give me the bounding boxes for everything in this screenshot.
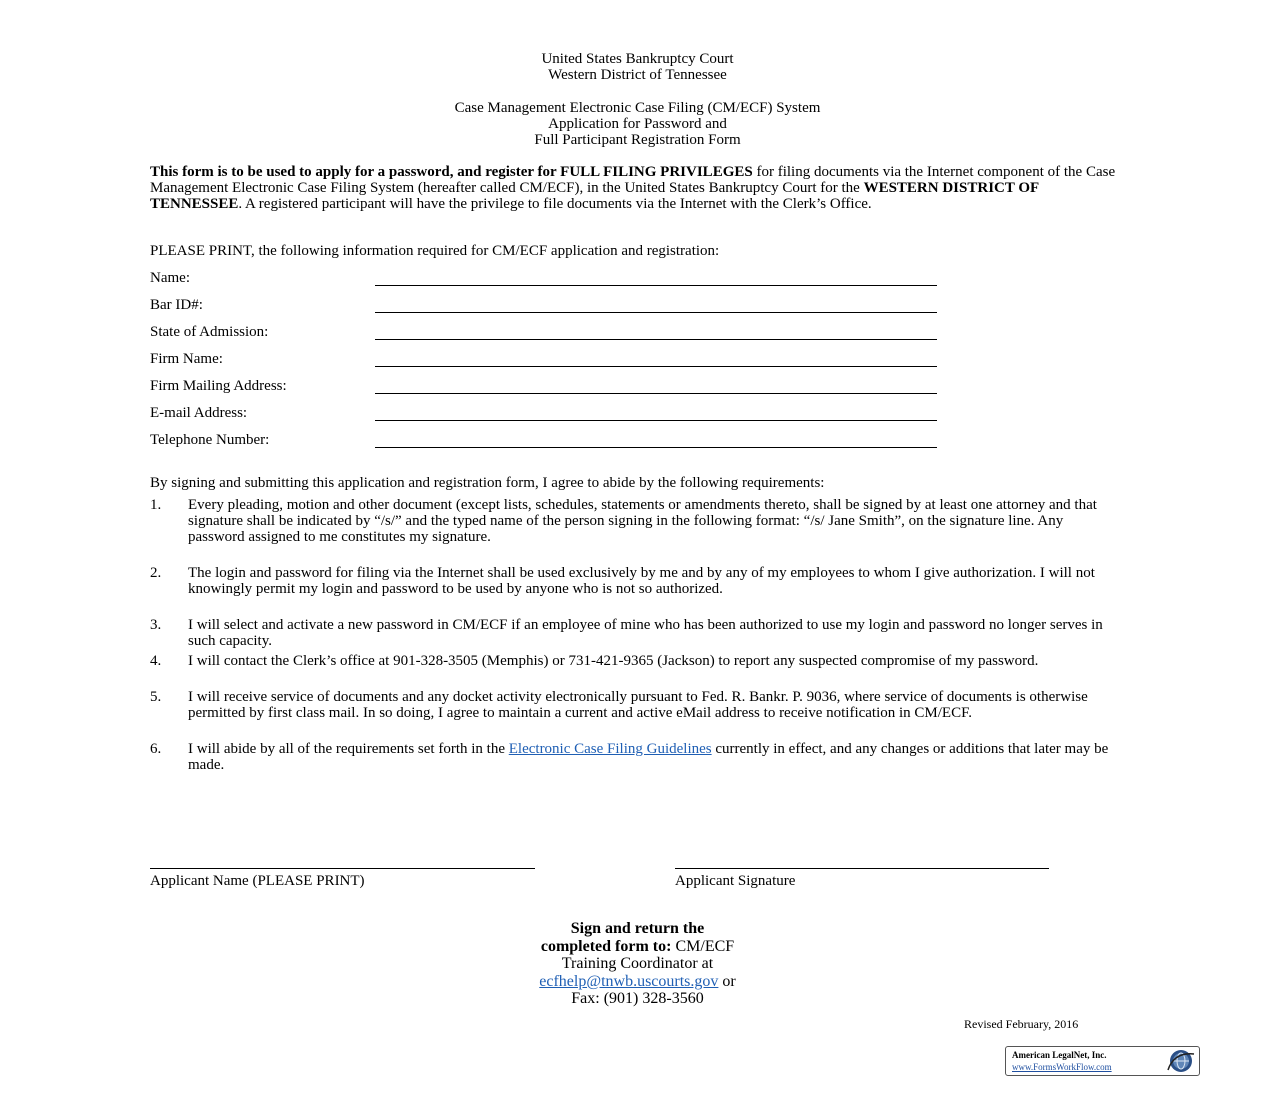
applicant-name-label: Applicant Name (PLEASE PRINT): [150, 873, 365, 889]
field-label: Firm Name:: [150, 351, 223, 367]
field-firm-name: [150, 351, 950, 371]
email-link[interactable]: ecfhelp@tnwb.uscourts.gov: [539, 972, 719, 990]
intro-bold-privileges: This form is to be used to apply for a password, and register for FULL FILING PRIVILEGES: [150, 164, 753, 180]
agreement-intro: By signing and submitting this application and registration form, I agree to abide by the following requirements:: [150, 475, 825, 491]
return-text-1: CM/ECF: [671, 937, 735, 955]
field-bar-id: [150, 297, 950, 317]
requirement-number: 1.: [150, 497, 162, 513]
field-firm-mailing-address: [150, 378, 950, 398]
field-telephone-number: [150, 432, 950, 452]
form-title: Full Participant Registration Form: [534, 132, 741, 148]
field-label: Name:: [150, 270, 190, 286]
applicant-signature-line[interactable]: [675, 868, 1049, 869]
fax-number: Fax: (901) 328-3560: [571, 990, 704, 1007]
court-name: United States Bankruptcy Court: [541, 51, 734, 67]
requirement-number: 5.: [150, 689, 162, 705]
print-instruction: PLEASE PRINT, the following information required for CM/ECF application and registration:: [150, 243, 720, 259]
field-label: Telephone Number:: [150, 432, 270, 448]
application-title: Application for Password and: [548, 116, 727, 132]
requirement-text: [188, 741, 1123, 773]
return-bold-2: completed form to:: [540, 937, 672, 955]
requirement-text: I will receive service of documents and any docket activity electronically pursuant to Fed. R. Bankr. P. 9036, where service of documents is otherwise permitted by first class mail. In so doing, I agree to maintain a current and active eMail address to receive notification in CM/ECF.: [188, 689, 1088, 721]
field-label: State of Admission:: [150, 324, 269, 340]
requirement-text: I will contact the Clerk’s office at 901-328-3505 (Memphis) or 731-421-9365 (Jackson) to report any suspected compromise of my password.: [188, 653, 1039, 669]
email-address-input-line[interactable]: [375, 420, 937, 421]
field-email-address: [150, 405, 950, 425]
requirement-text: Every pleading, motion and other document (except lists, schedules, statements or amendments thereto, shall be signed by at least one attorney and that signature shall be indicated by “/s/” and the typed name of the person signing in the following format: “/s/ Jane Smith”, on the signature line. Any password assigned to me constitutes my signature.: [188, 497, 1097, 545]
return-instructions: [470, 920, 805, 1008]
logo-url-link[interactable]: www.FormsWorkFlow.com: [1012, 1062, 1112, 1072]
firm-name-input-line[interactable]: [375, 366, 937, 367]
district-name: Western District of Tennessee: [548, 67, 727, 83]
logo-company-name: American LegalNet, Inc.: [1012, 1050, 1107, 1060]
state-of-admission-input-line[interactable]: [375, 339, 937, 340]
intro-bold-district: WESTERN DISTRICT OF TENNESSEE: [150, 180, 1039, 212]
ecf-guidelines-link[interactable]: Electronic Case Filing Guidelines: [508, 741, 712, 757]
intro-text-2: . A registered participant will have the privilege to file documents via the Internet with the Clerk’s Office.: [238, 196, 872, 212]
applicant-name-line[interactable]: [150, 868, 535, 869]
field-state-of-admission: [150, 324, 950, 344]
return-text-3: or: [718, 972, 736, 990]
field-label: Firm Mailing Address:: [150, 378, 287, 394]
telephone-number-input-line[interactable]: [375, 447, 937, 448]
firm-mailing-address-input-line[interactable]: [375, 393, 937, 394]
requirement-number: 6.: [150, 741, 162, 757]
intro-paragraph: [150, 164, 1130, 212]
globe-icon: [1164, 1048, 1196, 1074]
requirement-number: 4.: [150, 653, 162, 669]
return-bold-1: Sign and return the: [570, 920, 705, 937]
applicant-signature-label: Applicant Signature: [675, 873, 796, 889]
intro-text-1: for filing documents via the Internet component of the Case Management Electronic Case Filing System (hereafter called CM/ECF), in the United States Bankruptcy Court for the: [150, 164, 1116, 196]
requirement-text: The login and password for filing via the Internet shall be used exclusively by me and by any of my employees to whom I give authorization. I will not knowingly permit my login and password to be used by anyone who is not so authorized.: [188, 565, 1095, 597]
requirement-text-pre: I will abide by all of the requirements set forth in the: [188, 741, 509, 757]
requirement-text: I will select and activate a new password in CM/ECF if an employee of mine who has been authorized to use my login and password no longer serves in such capacity.: [188, 617, 1103, 649]
field-label: E-mail Address:: [150, 405, 248, 421]
legalnet-logo: [1005, 1046, 1200, 1076]
name-input-line[interactable]: [375, 285, 937, 286]
field-label: Bar ID#:: [150, 297, 203, 313]
system-name: Case Management Electronic Case Filing (CM/ECF) System: [454, 100, 821, 116]
field-name: [150, 270, 950, 290]
bar-id-input-line[interactable]: [375, 312, 937, 313]
revised-date: Revised February, 2016: [964, 1017, 1079, 1031]
return-text-2: Training Coordinator at: [561, 955, 714, 972]
requirement-number: 2.: [150, 565, 162, 581]
requirement-text-post: currently in effect, and any changes or additions that later may be made.: [188, 741, 1109, 773]
requirement-number: 3.: [150, 617, 162, 633]
